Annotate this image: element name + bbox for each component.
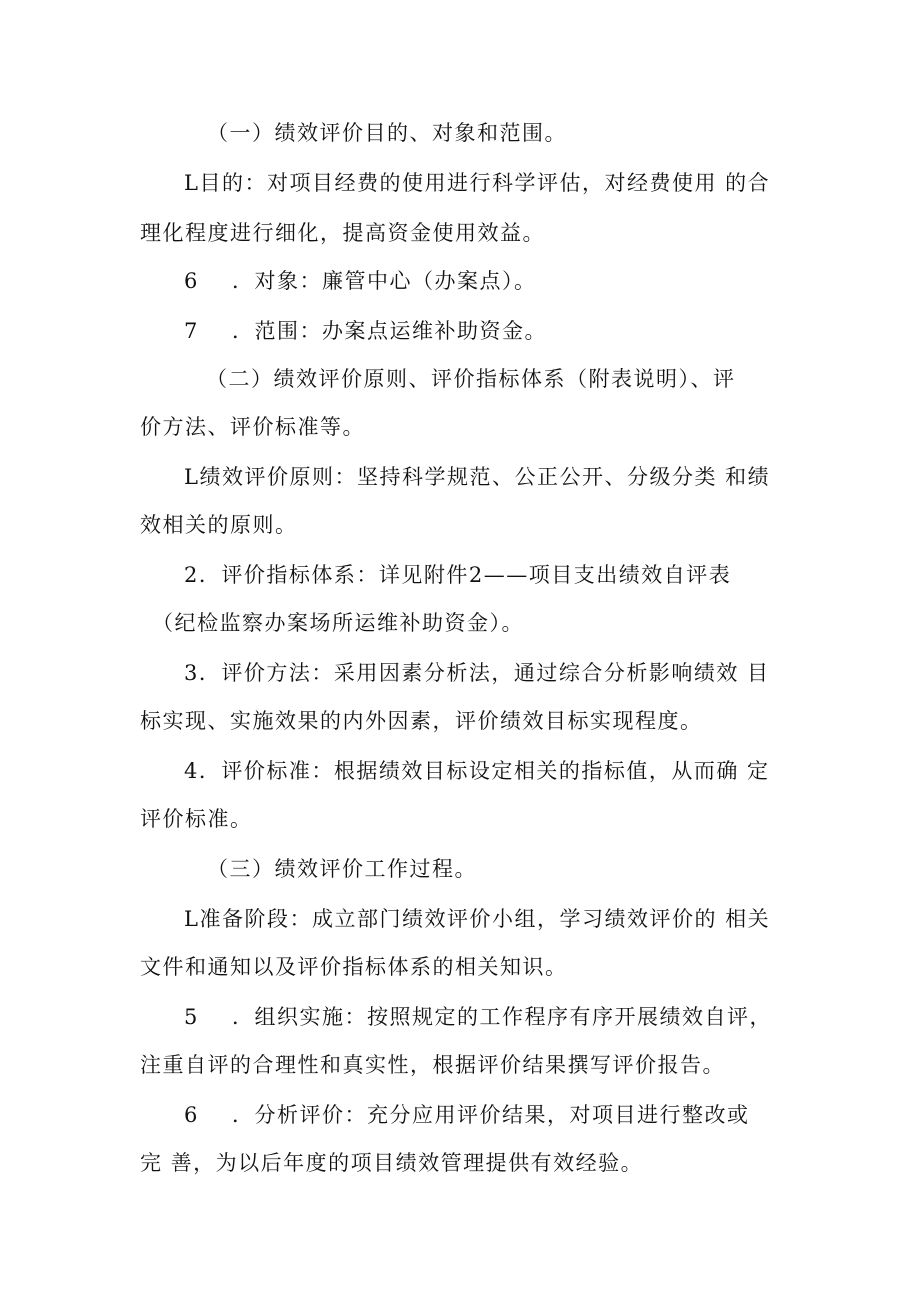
text-line: 理化程度进行细化，提高资金使用效益。: [140, 221, 545, 245]
paragraph-line: [140, 706, 790, 736]
paragraph-line: [184, 560, 834, 590]
section-heading-2: [206, 364, 856, 394]
paragraph-line: [184, 904, 834, 934]
paragraph-line: [140, 1148, 790, 1178]
paragraph-line: [140, 952, 790, 982]
text-line: 4．评价标准：根据绩效目标设定相关的指标值，从而确 定: [184, 759, 770, 783]
list-number: 6: [184, 1103, 199, 1127]
text-line: 2．评价指标体系：详见附件2——项目支出绩效自评表: [184, 563, 732, 587]
text-line: 评价标准。: [140, 807, 253, 831]
text-line: ．组织实施：按照规定的工作程序有序开展绩效自评，: [232, 1005, 772, 1029]
paragraph-line: [184, 756, 834, 786]
section-heading-3: [207, 854, 857, 884]
text-line: 文件和通知以及评价指标体系的相关知识。: [140, 955, 568, 979]
list-item: [184, 266, 834, 296]
section-heading-1: [207, 118, 857, 148]
text-line: L目的：对项目经费的使用进行科学评估，对经费使用 的合: [184, 171, 771, 195]
text-line: （二）绩效评价原则、评价指标体系（附表说明）、评: [206, 367, 736, 391]
paragraph-line: [140, 804, 790, 834]
paragraph-line: [140, 412, 790, 442]
text-line: （纪检监察办案场所运维补助资金）。: [152, 611, 524, 635]
paragraph-line: [184, 658, 834, 688]
paragraph-line: [140, 218, 790, 248]
list-item: [184, 316, 834, 346]
paragraph-line: [184, 168, 834, 198]
text-line: 标实现、实施效果的内外因素，评价绩效目标实现程度。: [140, 709, 703, 733]
text-line: 注重自评的合理性和真实性，根据评价结果撰写评价报告。: [140, 1053, 725, 1077]
list-number: 7: [184, 319, 199, 343]
text-line: ．分析评价：充分应用评价结果，对项目进行整改或: [232, 1103, 750, 1127]
list-number: 6: [184, 269, 199, 293]
text-line: ．范围：办案点运维补助资金。: [232, 319, 547, 343]
text-line: 完 善，为以后年度的项目绩效管理提供有效经验。: [140, 1151, 644, 1175]
paragraph-line: [184, 462, 834, 492]
text-line: L绩效评价原则：坚持科学规范、公正公开、分级分类 和绩: [184, 465, 771, 489]
text-line: 效相关的原则。: [140, 513, 298, 537]
text-line: L准备阶段：成立部门绩效评价小组，学习绩效评价的 相关: [184, 907, 771, 931]
paragraph-line: [152, 608, 802, 638]
paragraph-line: [140, 510, 790, 540]
paragraph-line: [140, 1050, 790, 1080]
text-line: 价方法、评价标准等。: [140, 415, 365, 439]
text-line: （一）绩效评价目的、对象和范围。: [207, 121, 567, 145]
text-line: 3．评价方法：采用因素分析法，通过综合分析影响绩效 目: [184, 661, 770, 685]
list-number: 5: [184, 1005, 199, 1029]
text-line: ．对象：廉管中心（办案点）。: [232, 269, 537, 293]
list-item: [184, 1100, 834, 1130]
list-item: [184, 1002, 834, 1032]
text-line: （三）绩效评价工作过程。: [207, 857, 477, 881]
